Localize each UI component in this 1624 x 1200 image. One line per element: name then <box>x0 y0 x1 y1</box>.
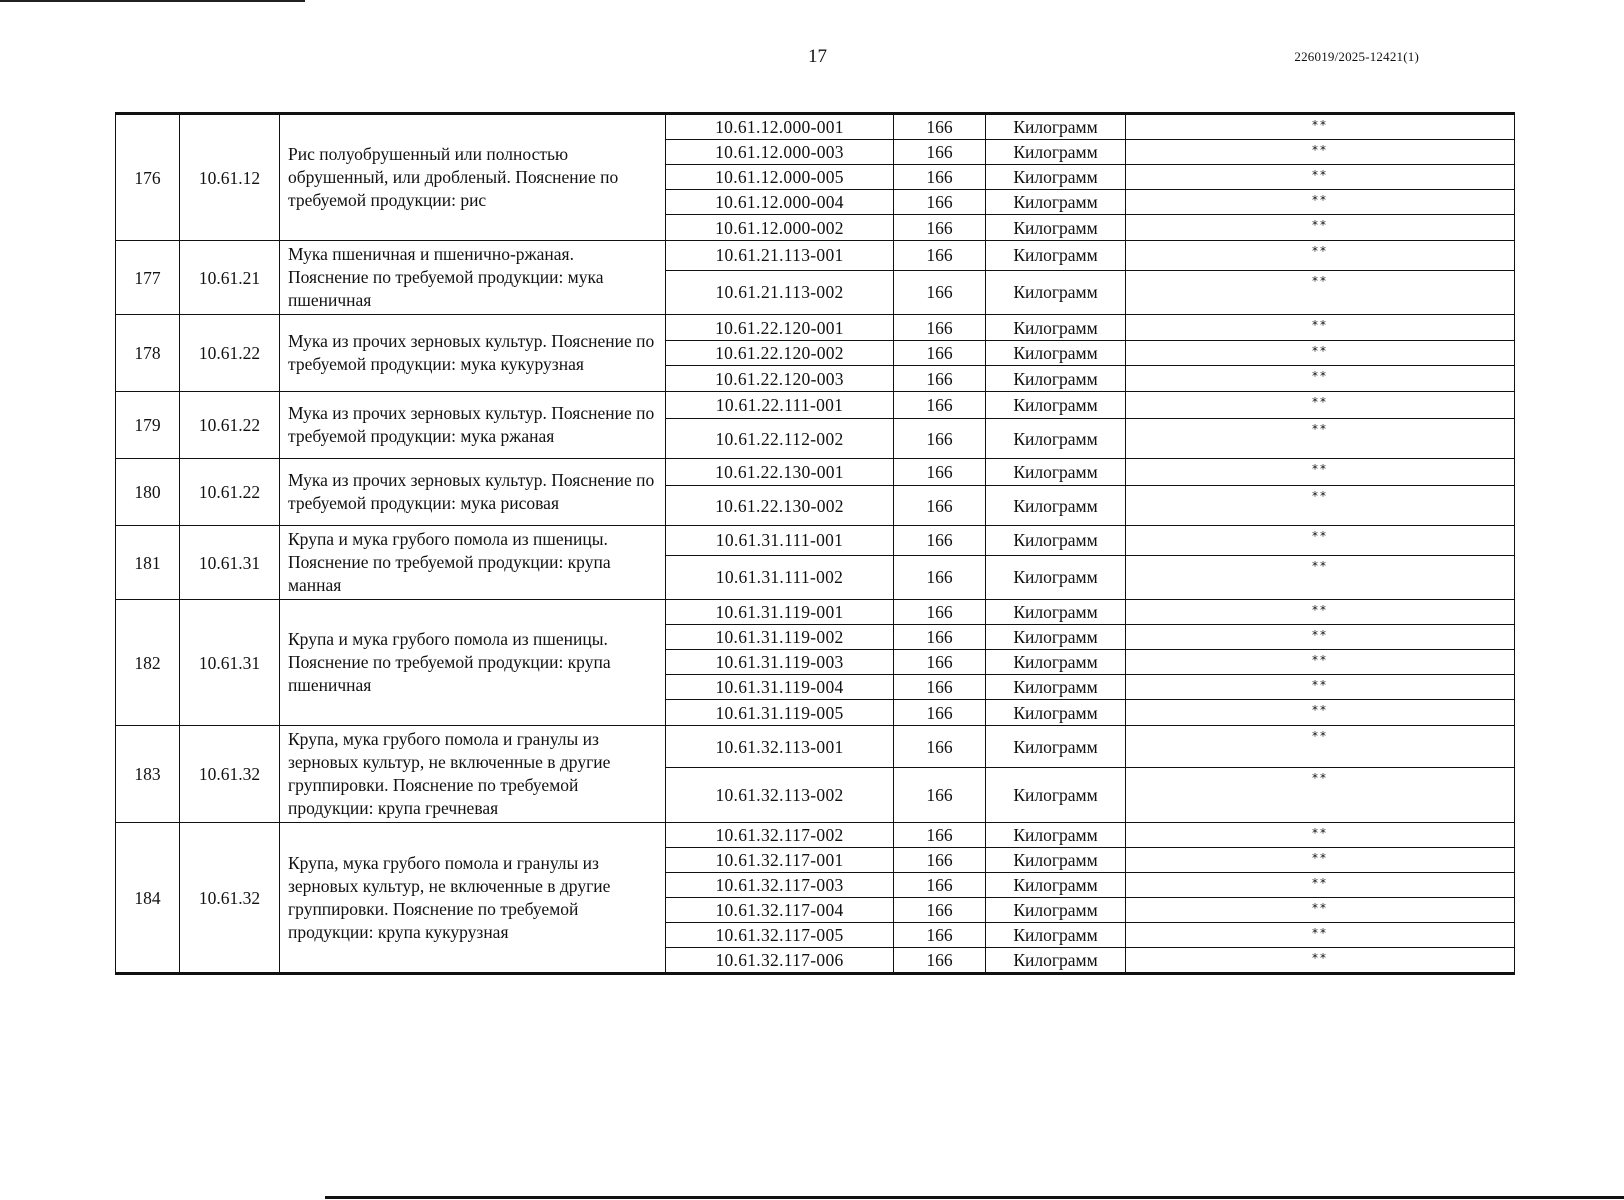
okpd-code: 10.61.31 <box>180 526 280 600</box>
unit-name: Килограмм <box>986 190 1126 215</box>
unit-name: Килограмм <box>986 625 1126 650</box>
okei-code: 166 <box>894 823 986 848</box>
okei-code: 166 <box>894 700 986 726</box>
okpd-code: 10.61.22 <box>180 315 280 392</box>
okei-code: 166 <box>894 315 986 341</box>
ktru-code: 10.61.21.113-002 <box>666 270 894 314</box>
value-mark: ** <box>1126 848 1515 873</box>
okei-code: 166 <box>894 625 986 650</box>
unit-name: Килограмм <box>986 726 1126 768</box>
value-mark: ** <box>1126 190 1515 215</box>
ktru-code: 10.61.22.112-002 <box>666 419 894 459</box>
ktru-code: 10.61.22.120-003 <box>666 366 894 392</box>
okei-code: 166 <box>894 675 986 700</box>
products-table <box>115 112 1515 975</box>
products-table-container <box>115 112 1515 975</box>
unit-name: Килограмм <box>986 555 1126 599</box>
product-description: Крупа, мука грубого помола и гранулы из зерновых культур, не включенные в другие группировки. Пояснение по требуемой продукции: крупа гречневая <box>280 726 666 823</box>
unit-name: Килограмм <box>986 526 1126 556</box>
value-mark: ** <box>1126 419 1515 459</box>
okpd-code: 10.61.12 <box>180 114 280 241</box>
unit-name: Килограмм <box>986 114 1126 140</box>
okpd-code: 10.61.31 <box>180 600 280 726</box>
table-row <box>116 241 1515 271</box>
unit-name: Килограмм <box>986 341 1126 366</box>
ktru-code: 10.61.31.111-001 <box>666 526 894 556</box>
ktru-code: 10.61.22.120-002 <box>666 341 894 366</box>
value-mark: ** <box>1126 873 1515 898</box>
okei-code: 166 <box>894 165 986 190</box>
ktru-code: 10.61.32.117-001 <box>666 848 894 873</box>
okei-code: 166 <box>894 650 986 675</box>
okei-code: 166 <box>894 526 986 556</box>
unit-name: Килограмм <box>986 898 1126 923</box>
okei-code: 166 <box>894 215 986 241</box>
unit-name: Килограмм <box>986 459 1126 486</box>
ktru-code: 10.61.32.113-002 <box>666 768 894 823</box>
item-number: 178 <box>116 315 180 392</box>
unit-name: Килограмм <box>986 948 1126 974</box>
okei-code: 166 <box>894 848 986 873</box>
table-row <box>116 600 1515 625</box>
value-mark: ** <box>1126 948 1515 974</box>
value-mark: ** <box>1126 526 1515 556</box>
value-mark: ** <box>1126 726 1515 768</box>
ktru-code: 10.61.32.117-004 <box>666 898 894 923</box>
item-number: 180 <box>116 459 180 526</box>
value-mark: ** <box>1126 675 1515 700</box>
unit-name: Килограмм <box>986 215 1126 241</box>
ktru-code: 10.61.31.119-003 <box>666 650 894 675</box>
product-description: Крупа и мука грубого помола из пшеницы. Пояснение по требуемой продукции: крупа манная <box>280 526 666 600</box>
unit-name: Килограмм <box>986 165 1126 190</box>
unit-name: Килограмм <box>986 700 1126 726</box>
ktru-code: 10.61.32.113-001 <box>666 726 894 768</box>
value-mark: ** <box>1126 114 1515 140</box>
product-description: Мука из прочих зерновых культур. Пояснение по требуемой продукции: мука ржаная <box>280 392 666 459</box>
ktru-code: 10.61.22.130-001 <box>666 459 894 486</box>
ktru-code: 10.61.12.000-004 <box>666 190 894 215</box>
ktru-code: 10.61.31.119-004 <box>666 675 894 700</box>
ktru-code: 10.61.12.000-002 <box>666 215 894 241</box>
ktru-code: 10.61.32.117-006 <box>666 948 894 974</box>
document-id: 226019/2025-12421(1) <box>1294 49 1419 64</box>
value-mark: ** <box>1126 366 1515 392</box>
unit-name: Килограмм <box>986 270 1126 314</box>
table-body <box>116 114 1515 974</box>
unit-name: Килограмм <box>986 848 1126 873</box>
okei-code: 166 <box>894 392 986 419</box>
table-row <box>116 459 1515 486</box>
unit-name: Килограмм <box>986 419 1126 459</box>
table-row <box>116 726 1515 768</box>
item-number: 184 <box>116 823 180 974</box>
value-mark: ** <box>1126 341 1515 366</box>
bottom-rule <box>325 1196 1624 1199</box>
ktru-code: 10.61.31.119-001 <box>666 600 894 625</box>
unit-name: Килограмм <box>986 600 1126 625</box>
value-mark: ** <box>1126 768 1515 823</box>
page-number: 17 <box>808 46 827 67</box>
okpd-code: 10.61.21 <box>180 241 280 315</box>
okei-code: 166 <box>894 459 986 486</box>
okei-code: 166 <box>894 898 986 923</box>
item-number: 176 <box>116 114 180 241</box>
product-description: Крупа, мука грубого помола и гранулы из зерновых культур, не включенные в другие группировки. Пояснение по требуемой продукции: крупа кукурузная <box>280 823 666 974</box>
okei-code: 166 <box>894 341 986 366</box>
value-mark: ** <box>1126 270 1515 314</box>
okei-code: 166 <box>894 190 986 215</box>
value-mark: ** <box>1126 459 1515 486</box>
value-mark: ** <box>1126 600 1515 625</box>
unit-name: Килограмм <box>986 486 1126 526</box>
value-mark: ** <box>1126 486 1515 526</box>
okei-code: 166 <box>894 873 986 898</box>
okei-code: 166 <box>894 270 986 314</box>
product-description: Мука из прочих зерновых культур. Пояснение по требуемой продукции: мука рисовая <box>280 459 666 526</box>
ktru-code: 10.61.12.000-005 <box>666 165 894 190</box>
value-mark: ** <box>1126 625 1515 650</box>
okpd-code: 10.61.22 <box>180 392 280 459</box>
unit-name: Килограмм <box>986 823 1126 848</box>
value-mark: ** <box>1126 140 1515 165</box>
unit-name: Килограмм <box>986 768 1126 823</box>
okei-code: 166 <box>894 948 986 974</box>
value-mark: ** <box>1126 165 1515 190</box>
value-mark: ** <box>1126 898 1515 923</box>
unit-name: Килограмм <box>986 315 1126 341</box>
table-row <box>116 114 1515 140</box>
value-mark: ** <box>1126 923 1515 948</box>
ktru-code: 10.61.32.117-003 <box>666 873 894 898</box>
product-description: Мука пшеничная и пшенично-ржаная. Пояснение по требуемой продукции: мука пшеничная <box>280 241 666 315</box>
product-description: Мука из прочих зерновых культур. Пояснение по требуемой продукции: мука кукурузная <box>280 315 666 392</box>
item-number: 182 <box>116 600 180 726</box>
okei-code: 166 <box>894 555 986 599</box>
value-mark: ** <box>1126 392 1515 419</box>
unit-name: Килограмм <box>986 140 1126 165</box>
item-number: 177 <box>116 241 180 315</box>
table-row <box>116 392 1515 419</box>
top-rule <box>0 0 305 2</box>
okpd-code: 10.61.32 <box>180 726 280 823</box>
okei-code: 166 <box>894 923 986 948</box>
okei-code: 166 <box>894 241 986 271</box>
item-number: 183 <box>116 726 180 823</box>
okei-code: 166 <box>894 366 986 392</box>
unit-name: Килограмм <box>986 366 1126 392</box>
ktru-code: 10.61.22.130-002 <box>666 486 894 526</box>
unit-name: Килограмм <box>986 392 1126 419</box>
unit-name: Килограмм <box>986 650 1126 675</box>
table-row <box>116 823 1515 848</box>
value-mark: ** <box>1126 700 1515 726</box>
okei-code: 166 <box>894 768 986 823</box>
okei-code: 166 <box>894 726 986 768</box>
okei-code: 166 <box>894 419 986 459</box>
okei-code: 166 <box>894 140 986 165</box>
ktru-code: 10.61.22.111-001 <box>666 392 894 419</box>
value-mark: ** <box>1126 823 1515 848</box>
okei-code: 166 <box>894 600 986 625</box>
unit-name: Килограмм <box>986 923 1126 948</box>
okei-code: 166 <box>894 114 986 140</box>
value-mark: ** <box>1126 241 1515 271</box>
ktru-code: 10.61.31.119-005 <box>666 700 894 726</box>
ktru-code: 10.61.32.117-005 <box>666 923 894 948</box>
okpd-code: 10.61.22 <box>180 459 280 526</box>
unit-name: Килограмм <box>986 241 1126 271</box>
table-row <box>116 315 1515 341</box>
value-mark: ** <box>1126 650 1515 675</box>
value-mark: ** <box>1126 555 1515 599</box>
item-number: 179 <box>116 392 180 459</box>
product-description: Рис полуобрушенный или полностью обрушенный, или дробленый. Пояснение по требуемой продукции: рис <box>280 114 666 241</box>
okei-code: 166 <box>894 486 986 526</box>
okpd-code: 10.61.32 <box>180 823 280 974</box>
product-description: Крупа и мука грубого помола из пшеницы. Пояснение по требуемой продукции: крупа пшеничная <box>280 600 666 726</box>
table-row <box>116 526 1515 556</box>
ktru-code: 10.61.22.120-001 <box>666 315 894 341</box>
ktru-code: 10.61.32.117-002 <box>666 823 894 848</box>
value-mark: ** <box>1126 315 1515 341</box>
ktru-code: 10.61.12.000-003 <box>666 140 894 165</box>
ktru-code: 10.61.31.111-002 <box>666 555 894 599</box>
unit-name: Килограмм <box>986 873 1126 898</box>
value-mark: ** <box>1126 215 1515 241</box>
ktru-code: 10.61.12.000-001 <box>666 114 894 140</box>
ktru-code: 10.61.31.119-002 <box>666 625 894 650</box>
ktru-code: 10.61.21.113-001 <box>666 241 894 271</box>
item-number: 181 <box>116 526 180 600</box>
unit-name: Килограмм <box>986 675 1126 700</box>
